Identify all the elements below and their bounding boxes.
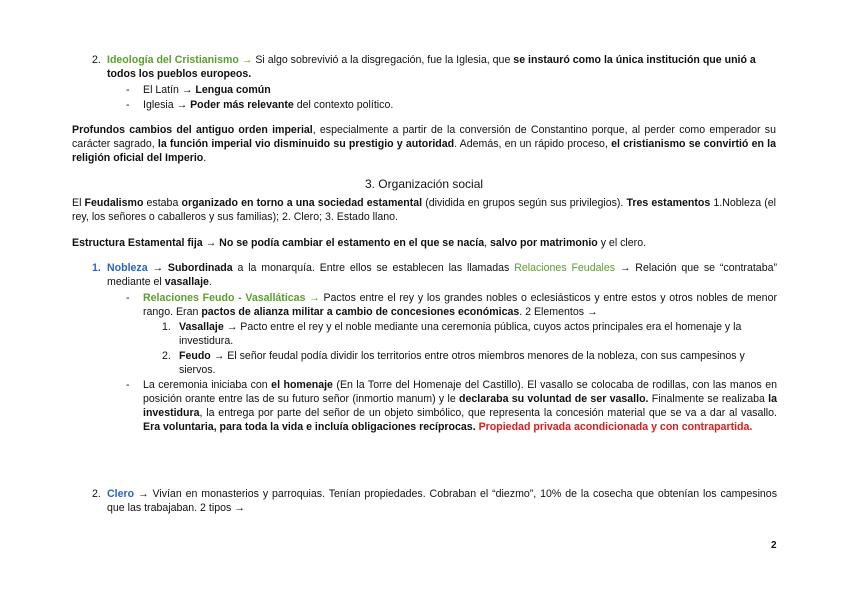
bold-text: salvo por matrimonio [490,237,598,249]
bold-text: el cristianismo se convirtió en la religión oficial del Imperio [72,138,776,164]
ceremonia-paragraph [143,378,777,434]
text: Pactos entre el rey y los grandes nobles o eclesiásticos y entre estos y otros nobles de menor rango. Eran [143,292,777,318]
text: , la entrega por parte del señor de un objeto simbólico, que representa la concesión material que se va a dar al vasallo. [199,407,777,419]
bullet-dash: - [126,292,130,304]
text: a la monarquía. Entre ellos se establecen las llamadas [232,262,515,274]
list-number: 2. [162,350,171,362]
feudalismo-paragraph [72,196,776,224]
cristianismo-title: Ideología del Cristianismo [107,54,239,66]
text: Si algo sobrevivió a la disgregación, fue la Iglesia, que [255,54,514,66]
arrow: → [134,488,153,500]
bullet-dash: - [126,99,130,111]
text: . 2 Elementos → [519,306,598,318]
text: Finalmente se realizaba [648,393,769,405]
nobleza-paragraph [107,261,777,289]
bullet-dash: - [126,379,130,391]
bold-text: organizado en torno a una sociedad estamental [181,197,423,209]
clero-title: Clero [107,488,135,500]
text: → Relación que se “contrataba” mediante el [107,262,778,288]
relaciones-title: Relaciones Feudo - Vasalláticas → [143,292,320,304]
list-number: 2. [92,488,101,500]
bold-text: Profundos cambios del antiguo orden imperial [72,124,313,136]
green-text: Relaciones Feudales [514,262,616,274]
bullet-dash: - [126,84,130,96]
clero-paragraph [107,487,777,515]
text: y el clero. [597,237,647,249]
bold-text: Feudalismo [84,197,144,209]
page-number: 2 [771,540,777,551]
text: (En la Torre del Homenaje del Castillo). El vasallo se colocaba de rodillas, con las manos en posición orante entre las de su futuro señor (inmortio manum) y le [143,379,777,405]
feudo-item [179,349,777,377]
text: del contexto político. [293,99,394,111]
bold-text: Estructura Estamental fija → No se podía cambiar el estamento en el que se nacía [72,237,485,249]
text: 1.Nobleza (el rey, los señores o caballeros y sus familias); 2. Clero; 3. Estado llano. [72,197,776,223]
list-number: 1. [162,321,171,333]
bold-text: Feudo [179,350,211,362]
text: (dividida en grupos según sus privilegios). [422,197,627,209]
bold-text: el homenaje [271,379,333,391]
text: estaba [143,197,182,209]
text: → El señor feudal podía dividir los territorios entre otros miembros menores de la nobleza, con sus campesinos y siervos. [179,350,745,376]
estructura-paragraph [72,236,776,250]
text: Iglesia → [143,99,191,111]
list-number: 2. [92,54,101,66]
list-number: 1. [92,262,101,274]
section-heading: 3. Organización social [364,177,484,191]
text: El [72,197,85,209]
text: → Pacto entre el rey y el noble mediante una ceremonia pública, cuyos actos principales era el homenaje y la investidura. [179,321,742,347]
bold-text: vasallaje [164,276,209,288]
bold-text: la función imperial vio disminuido su prestigio y autoridad [157,138,455,150]
vasallaje-item [179,320,777,348]
text: . [203,152,207,164]
text: El Latín → [143,84,196,96]
bullet-latin [143,83,271,97]
bold-text: declaraba su voluntad de ser vasallo. [459,393,649,405]
relaciones-paragraph [143,291,777,319]
bold-text: Subordinada [167,262,233,274]
cristianismo-paragraph [107,53,777,81]
bold-text: Tres estamentos [626,197,711,209]
text: , [484,237,491,249]
bold-text: Era voluntaria, para toda la vida e incluía obligaciones recíprocas. [143,421,476,433]
arrow: → [147,262,168,274]
arrow: → [238,54,256,66]
bullet-iglesia [143,98,393,112]
text: . Además, en un rápido proceso, [454,138,612,150]
bold-text: Lengua común [195,84,271,96]
text: Vivían en monasterios y parroquias. Tenían propiedades. Cobraban el “diezmo”, 10% de la cosecha que obtenían los campesinos que las trabajaban. 2 tipos → [107,488,777,514]
bold-text: Poder más relevante [190,99,294,111]
text: . [208,276,212,288]
text: La ceremonia iniciaba con [143,379,272,391]
nobleza-title: Nobleza [107,262,148,274]
bold-text: Vasallaje [179,321,224,333]
bold-text: pactos de alianza militar a cambio de concesiones económicas [201,306,520,318]
cambios-paragraph [72,123,776,165]
bold-text: la investidura [143,393,777,419]
text: , especialmente a partir de la conversión de Constantino porque, al perder como emperador su carácter sagrado, [72,124,776,150]
red-text: Propiedad privada acondicionada y con contrapartida. [478,421,753,433]
bold-text: se instauró como la única institución que unió a todos los pueblos europeos. [107,54,756,80]
